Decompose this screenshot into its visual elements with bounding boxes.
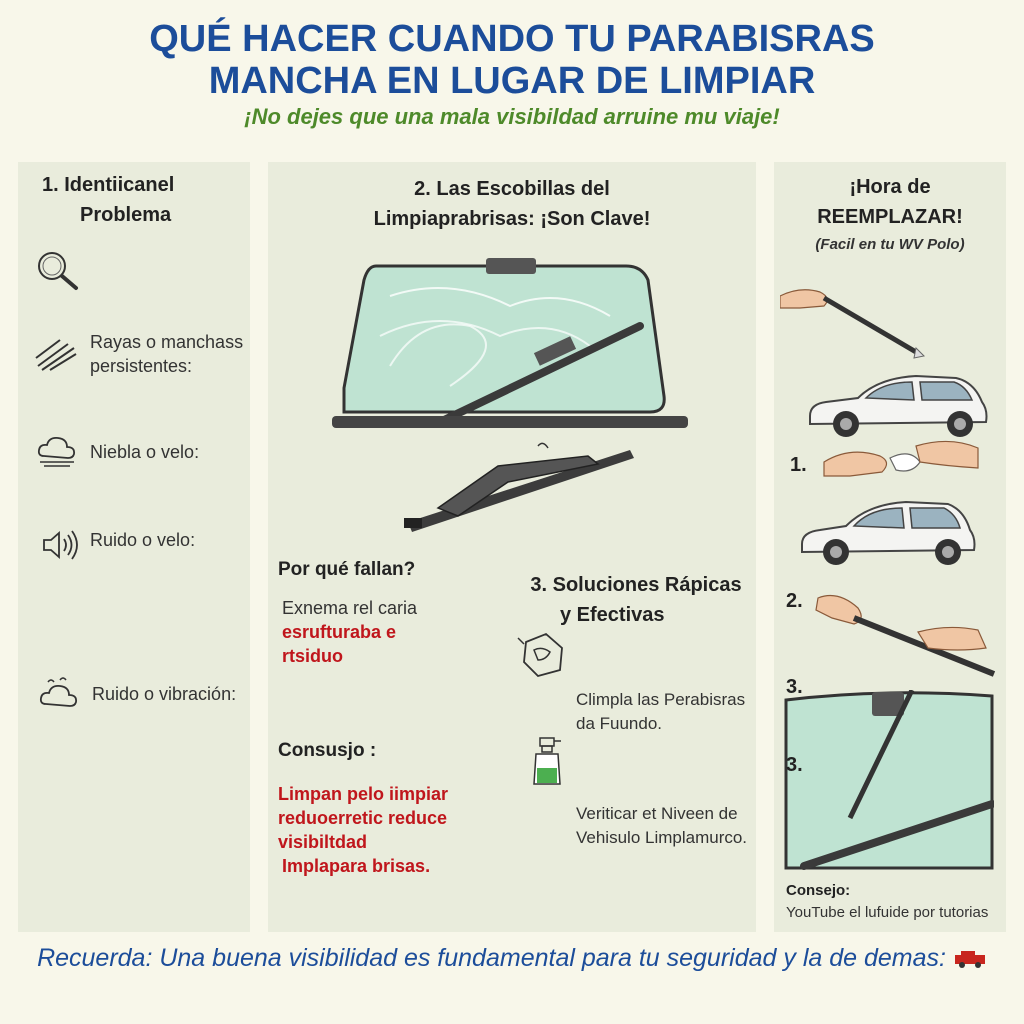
symptom-vibration: Ruido o vibración: (92, 684, 237, 704)
symptom-streaks-line2: persistentes: (90, 356, 193, 376)
tip-red-line4: Implapara brisas. (282, 856, 431, 876)
section1-heading-line2: Problema (80, 204, 172, 226)
car-icon-footer (953, 949, 987, 969)
symptom-noise: Ruido o velo: (90, 530, 196, 550)
replace-tip-text: YouTube el lufuide por tutorias (786, 904, 989, 921)
step-2: 2. (786, 590, 803, 612)
step-3b: 3. (786, 754, 803, 776)
step-1: 1. (790, 454, 807, 476)
car-icon-1 (806, 368, 990, 442)
tip-heading: Consusjo : (278, 740, 377, 761)
car-icon-2 (798, 494, 978, 570)
cloud-icon (36, 434, 78, 468)
windshield-illustration (330, 256, 692, 432)
tip-red-line1: Limpan pelo iimpiar (278, 784, 449, 804)
symptom-streaks (90, 330, 243, 378)
section4-heading-line1: ¡Hora de (849, 176, 931, 198)
windshield-closeup-illustration (784, 690, 994, 870)
streaks-icon (34, 336, 78, 372)
section1-heading-line1: 1. Identiicanel (42, 174, 175, 196)
page-subtitle: ¡No dejes que una mala visibildad arruine mu viaje! (244, 104, 780, 129)
tip-red-line3: visibiltdad (278, 832, 368, 852)
section2-heading-line2: Limpiaprabrisas: ¡Son Clave! (373, 208, 651, 230)
vibration-cloud-icon (38, 676, 80, 710)
section4-subheading: (Facil en tu WV Polo) (815, 236, 965, 253)
section4-heading (774, 172, 1006, 232)
cloth-icon (516, 630, 572, 680)
section3-heading (520, 570, 752, 630)
footer-reminder (0, 944, 1024, 973)
page-title (0, 18, 1024, 102)
section3-heading-line2: y Efectivas (560, 604, 665, 626)
wiper-blade-icon (398, 438, 638, 538)
solution-clean-line2: da Fuundo. (576, 714, 663, 733)
tip-text (278, 782, 448, 878)
solution-fluid-line1: Veriticar et Niveen de (576, 804, 738, 823)
section3-heading-line1: 3. Soluciones Rápicas (530, 574, 742, 596)
why-fail-text (282, 596, 417, 668)
hand-lifting-wiper-icon (780, 282, 928, 360)
step-3a: 3. (786, 676, 803, 698)
symptom-streaks-line1: Rayas o manchass (90, 332, 244, 352)
title-line-2: MANCHA EN LUGAR DE LIMPIAR (208, 60, 816, 102)
why-fail-red-line1: esrufturaba e (282, 622, 397, 642)
why-fail-heading: Por qué fallan? (278, 559, 416, 580)
hands-installing-wiper-icon (808, 588, 998, 678)
why-fail-line1: Exnema rel caria (282, 598, 418, 618)
title-line-1: QUÉ HACER CUANDO TU PARABISRAS (149, 18, 875, 60)
solution-clean-line1: Climpla las Perabisras (576, 690, 746, 709)
symptom-fog: Niebla o velo: (90, 442, 200, 462)
section2-heading (268, 174, 756, 234)
solution-clean (576, 688, 745, 736)
hands-cleaning-icon (820, 432, 980, 492)
solution-fluid (576, 802, 747, 850)
section1-heading (42, 170, 174, 230)
footer-text: Recuerda: Una buena visibilidad es fundamental para tu seguridad y la de demas: (37, 944, 946, 972)
section2-heading-line1: 2. Las Escobillas del (414, 178, 610, 200)
magnifier-icon (34, 248, 82, 296)
spray-bottle-icon (528, 736, 564, 788)
speaker-icon (40, 528, 80, 562)
solution-fluid-line2: Vehisulo Limplamurco. (576, 828, 748, 847)
replace-tip-heading: Consejo: (786, 882, 851, 899)
tip-red-line2: reduoerretic reduce (278, 808, 448, 828)
why-fail-red-line2: rtsiduo (282, 646, 343, 666)
section4-heading-line2: REEMPLAZAR! (817, 206, 963, 228)
